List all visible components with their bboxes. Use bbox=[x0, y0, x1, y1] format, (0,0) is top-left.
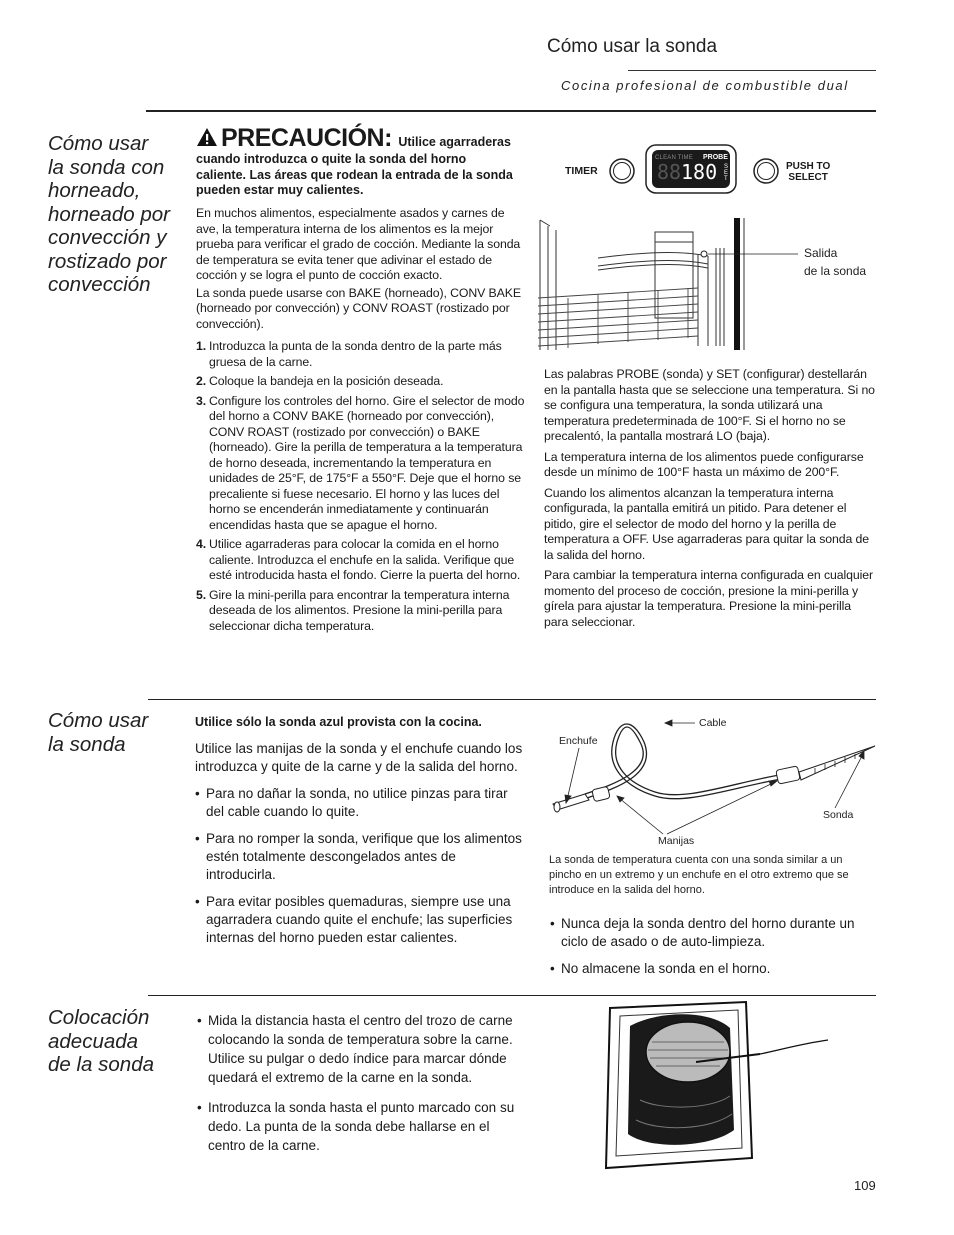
section3-rule bbox=[148, 995, 876, 996]
blue-probe-note: Utilice sólo la sonda azul provista con la cocina. bbox=[195, 715, 482, 729]
steps-list bbox=[196, 339, 526, 634]
display-clean-time: CLEAN TIME bbox=[655, 155, 693, 161]
plug-label: Enchufe bbox=[559, 735, 598, 747]
caution-word: PRECAUCIÓN: bbox=[221, 124, 392, 152]
list-item: • Mida la distancia hasta el centro del trozo de carne colocando la sonda de temperatura sobre la carne. Utilice su pulgar o dedo índice para marcar dónde quedará el extremo de la carne en la sonda. bbox=[197, 1011, 517, 1087]
warning-icon bbox=[196, 127, 218, 147]
right-paragraph: Cuando los alimentos alcanzan la temperatura interna configurada, la pantalla emitirá un pitido. Para detener el pitido, gire el selector de modo del horno y la perilla de temperatura a OFF. Use agarraderas para quitar la sonda de la salida del horno. bbox=[544, 485, 870, 562]
timer-label: TIMER bbox=[565, 165, 598, 177]
section2-left-column bbox=[195, 713, 525, 956]
side-title-line: rostizado por bbox=[48, 249, 167, 273]
right-paragraph: Para cambiar la temperatura interna configurada en cualquier momento del proceso de cocción, presione la mini-perilla y gírela para ajustar la temperatura. Presione la mini-perilla para seleccionar. bbox=[544, 568, 873, 629]
step-item: 4. Utilice agarraderas para colocar la comida en el horno caliente. Introduzca el enchufe en la salida. Verifique que esté introducida hasta el fondo. Cierre la puerta del horno. bbox=[196, 537, 521, 582]
cable-label: Cable bbox=[699, 717, 727, 729]
display-probe: PROBE bbox=[703, 154, 728, 161]
intro-paragraph: En muchos alimentos, especialmente asados y carnes de ave, la temperatura interna de los alimentos es la mejor prueba para verificar el grado de cocción. Mediante la sonda de temperatura se evita tener que adivinar el estado de cocción y se logra el punto de cocción exacto. bbox=[196, 206, 521, 282]
modes-paragraph: La sonda puede usarse con BAKE (horneado), CONV BAKE (horneado por convección) y CONV ROAST (rostizado por convección). bbox=[196, 285, 521, 331]
outlet-label: Salida de la sonda bbox=[804, 246, 867, 278]
push-to-select-label: PUSH TO SELECT bbox=[786, 161, 831, 183]
display-ghost-digits: 88 bbox=[657, 160, 682, 184]
probe-outlet-icon bbox=[701, 251, 707, 257]
section3-bullets bbox=[197, 1011, 517, 1155]
list-item: • Para no romper la sonda, verifique que los alimentos estén totalmente descongelados antes de introducirla. bbox=[195, 830, 525, 884]
section2-right-bullets bbox=[550, 915, 876, 978]
section2-right-column bbox=[550, 915, 876, 987]
step-item: 2. Coloque la bandeja en la posición deseada. bbox=[196, 374, 444, 388]
display-set: SET bbox=[724, 164, 729, 182]
section3-side-title bbox=[48, 1006, 188, 1077]
section1-left-column bbox=[196, 206, 526, 638]
probe-diagram-caption: La sonda de temperatura cuenta con una sonda similar a un pincho en un extremo y un enchufe en el otro extremo que se introduce en la salida del horno. bbox=[549, 854, 849, 896]
probe-label: Sonda bbox=[823, 809, 854, 821]
handles-paragraph: Utilice las manijas de la sonda y el enchufe cuando los introduzca y quite de la carne y de la salida del horno. bbox=[195, 741, 523, 774]
side-title-line: convección y bbox=[48, 226, 167, 249]
page-number: 109 bbox=[854, 1178, 876, 1193]
display-digits: 180 bbox=[681, 160, 718, 184]
caution-heading bbox=[196, 124, 398, 152]
section3-left-column bbox=[197, 1011, 517, 1164]
side-title-line: de la sonda bbox=[48, 1053, 155, 1076]
list-item: • No almacene la sonda en el horno. bbox=[550, 960, 876, 978]
section1-rule bbox=[146, 110, 876, 112]
side-title-line: horneado, bbox=[48, 179, 141, 202]
side-title-line: la sonda bbox=[48, 732, 126, 756]
caution-inline-text: Utilice agarraderas bbox=[398, 135, 511, 149]
section1-right-column bbox=[544, 367, 878, 632]
list-item: • Para no dañar la sonda, no utilice pinzas para tirar del cable cuando lo quite. bbox=[195, 785, 525, 821]
right-paragraph: Las palabras PROBE (sonda) y SET (configurar) destellarán en la pantalla hasta que se seleccione una temperatura. Si no se configura una temperatura, la sonda utilizará una temperatura predeterminada de 100°F. Si el horno no se precalentó, la pantalla mostrará LO (baja). bbox=[544, 367, 875, 443]
caution-block bbox=[196, 124, 516, 199]
side-title-line: Cómo usar bbox=[48, 132, 149, 155]
list-item: • Nunca deja la sonda dentro del horno durante un ciclo de asado o de auto-limpieza. bbox=[550, 915, 876, 951]
roast-pan-illustration bbox=[600, 1000, 830, 1170]
section2-side-title bbox=[48, 709, 188, 756]
header-rule bbox=[628, 70, 876, 71]
section2-rule bbox=[148, 699, 876, 700]
page-header-title: Cómo usar la sonda bbox=[547, 36, 718, 57]
side-title-line: horneado por bbox=[48, 202, 170, 226]
side-title-line: Colocación bbox=[48, 1006, 150, 1029]
list-item: • Para evitar posibles quemaduras, siempre use una agarradera cuando quite el enchufe; las superficies internas del horno pueden estar calientes. bbox=[195, 893, 525, 947]
oven-interior-illustration bbox=[538, 218, 876, 356]
side-title-line: la sonda con bbox=[48, 155, 165, 179]
section2-bullets bbox=[195, 785, 525, 947]
step-item: 1. Introduzca la punta de la sonda dentro de la parte más gruesa de la carne. bbox=[196, 339, 502, 369]
handles-label: Manijas bbox=[658, 835, 695, 847]
side-title-line: adecuada bbox=[48, 1029, 139, 1053]
side-title-line: Cómo usar bbox=[48, 709, 149, 732]
step-item: 5. Gire la mini-perilla para encontrar la temperatura interna deseada de los alimentos. Presione la mini-perilla para seleccionar dicha temperatura. bbox=[196, 587, 510, 633]
section1-side-title bbox=[48, 132, 188, 297]
list-item: • Introduzca la sonda hasta el punto marcado con su dedo. La punta de la sonda debe hallarse en el centro de la carne. bbox=[197, 1098, 517, 1155]
page-header-subtitle: Cocina profesional de combustible dual bbox=[561, 78, 849, 93]
right-paragraph: La temperatura interna de los alimentos puede configurarse desde un mínimo de 100°F hasta un máximo de 200°F. bbox=[544, 449, 864, 479]
step-item: 3. Configure los controles del horno. Gire el selector de modo del horno a CONV BAKE (horneado por convección), CONV ROAST (rostizado por convección) o BAKE (horneado). Gire la perilla de temperatura a la temperatura de horno deseada, incrementando la temperatura en unidades de 25°F, de 175°F a 550°F. Deje que el horno se precaliente si fuese necesario. El horno y las luces del horno se encenderán inmediatamente y continuarán encendidas hasta que se apague el horno. bbox=[196, 393, 525, 532]
caution-text: cuando introduzca o quite la sonda del horno caliente. Las áreas que rodean la entrada de la sonda pueden estar muy calientes. bbox=[196, 152, 513, 197]
side-title-line: convección bbox=[48, 273, 151, 296]
control-panel-illustration bbox=[560, 140, 870, 200]
probe-diagram bbox=[545, 712, 880, 852]
